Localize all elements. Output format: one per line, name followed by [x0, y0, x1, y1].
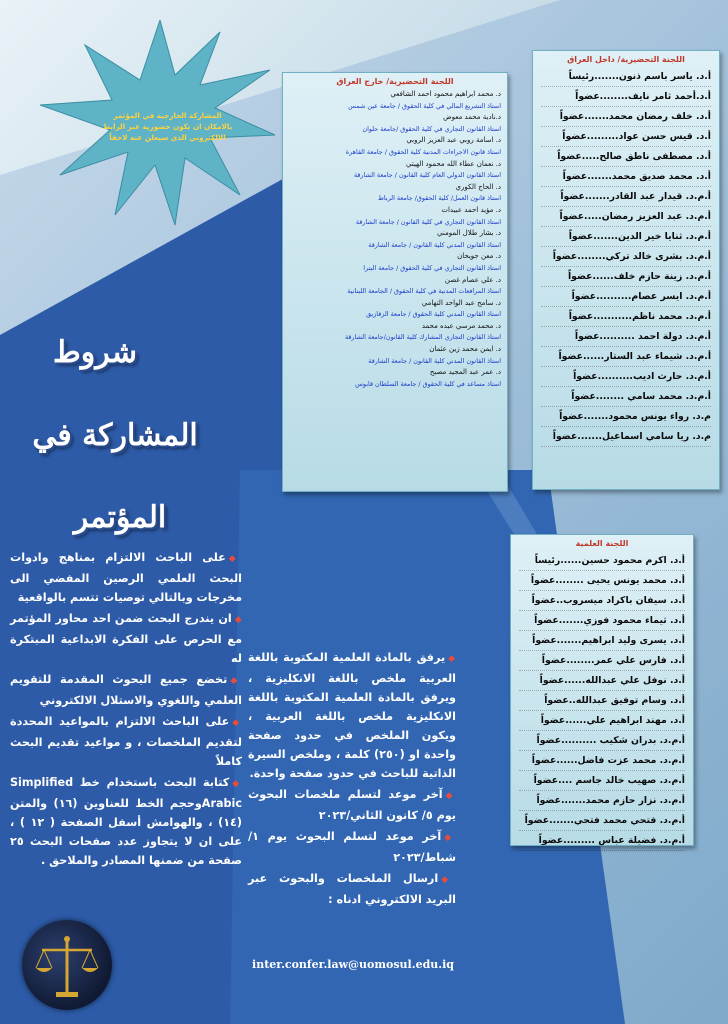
- list-item: أ.م.د. بدران شكيب ..........عضواً: [519, 731, 685, 751]
- bullet-icon: ◆: [228, 554, 242, 564]
- bullet-icon: ◆: [230, 676, 242, 686]
- member-name: د. علي عصام غصن: [444, 275, 501, 284]
- page-title-line-1: شروط: [53, 335, 137, 370]
- member-name: د. بشار طلال المومني: [437, 229, 501, 238]
- list-item: [289, 321, 501, 344]
- member-name: د. مؤيد احمد عبيدات: [441, 205, 501, 214]
- list-item: أ.د. محمد يونس يحيى ........عضواً: [519, 571, 685, 591]
- list-item: [289, 367, 501, 390]
- conditions-list-2: [248, 648, 456, 911]
- bullet-icon: ◆: [448, 654, 457, 664]
- bullet-icon: ◆: [232, 718, 242, 728]
- star-caption: المشاركة الخارجية في المؤتمر بالامكان ان تكون حضورية عبر الرابط الالكتروني الذي سيعلن عنه لاحقاً: [102, 111, 233, 142]
- list-item: أ.م.د. فتحي محمد فتحي.......عضواً: [519, 811, 685, 831]
- scientific-committee-card: [510, 534, 694, 846]
- condition-item: ◆تخضع جميع البحوث المقدمة للتقويم العلمي واللغوي والاستلال الالكتروني: [10, 673, 242, 707]
- list-item: م.د. رواء يونس محمود.......عضواً: [541, 407, 711, 427]
- external-committee-card: [282, 72, 508, 492]
- list-item: أ.م.د. صهيب خالد جاسم ....عضواً: [519, 771, 685, 791]
- page-title-line-2: المشاركة في: [32, 418, 198, 453]
- list-item: أ.م.د. محمد سامي ........عضواً: [541, 387, 711, 407]
- condition-item: ◆ان يندرج البحث ضمن احد محاور المؤتمر مع الحرص على الفكرة الابداعية المبتكرة له: [10, 612, 243, 665]
- bullet-icon: ◆: [445, 791, 457, 801]
- list-item: [289, 182, 501, 205]
- list-item: أ.د. ثيماء محمود فوزي.......عضواً: [519, 611, 685, 631]
- member-name: د. سامح عبد الواحد التهامي: [421, 298, 501, 307]
- member-affiliation: استاذ القانون التجاري في كلية القانون / جامعة الشارقة: [355, 217, 501, 226]
- member-name: د. محمد مرسي عبده محمد: [421, 321, 501, 330]
- list-item: أ.م.د. ثنايا خير الدين.......عضواً: [541, 227, 711, 247]
- scientific-committee-title: اللجنة العلمية: [575, 539, 629, 548]
- member-affiliation: استاذ قانون العمل/ كلية الحقوق/ جامعة الرباط: [377, 194, 501, 203]
- list-item: أ.م.د. حارث اديب..........عضواً: [541, 367, 711, 387]
- list-item: أ.د. يسرى وليد ابراهيم.......عضواً: [519, 631, 685, 651]
- member-affiliation: استاذ القانون التجاري في كلية الحقوق / جامعة البترا: [363, 263, 501, 272]
- list-item: [289, 275, 501, 298]
- member-affiliation: استاذ قانون الاجراءات المدنية كلية الحقوق / جامعة القاهرة: [345, 147, 501, 156]
- condition-item: ◆كتابة البحث باستخدام خط Simplified Arabicوحجم الخط للعناوين (١٦) والمتن (١٤) ، والهوامش أسفل الصفحة ( ١٢ ) ، على ان لا يتجاوز عدد صفحات البحث ٢٥ صفحة من ضمنها المصادر والملاحق .: [10, 776, 243, 867]
- list-item: أ.د. نوفل علي عبدالله......عضواً: [519, 671, 685, 691]
- list-item: أ.د. ياسر باسم ذنون.......رئيساً: [541, 67, 711, 87]
- list-item: أ.د. مهند ابراهيم علي......عضواً: [519, 711, 685, 731]
- list-item: أ.د. سيفان باكراد ميسروب..عضواً: [519, 591, 685, 611]
- condition-item: ◆ارسال الملخصات والبحوث عبر البريد الالكتروني ادناه :: [248, 872, 457, 906]
- list-item: أ.د. اكرم محمود حسين......رئيساً: [519, 551, 685, 571]
- internal-committee-title: اللجنة التحضيرية/ داخل العراق: [567, 55, 685, 64]
- scales-of-justice-logo: [22, 920, 112, 1010]
- member-affiliation: استاذ المرافعات المدنية في كلية الحقوق / الجامعة اللبنانية: [347, 287, 501, 296]
- member-name: د.نادية محمد معوض: [443, 113, 501, 122]
- list-item: أ.م.د. زينة حازم خلف......عضواً: [541, 267, 711, 287]
- list-item: أ.م.د. محمد ناظم...........عضواً: [541, 307, 711, 327]
- list-item: أ.د. وسام توفيق عبدالله..عضواً: [519, 691, 685, 711]
- member-name: د. نعمان عطاء الله محمود الهيتي: [405, 159, 501, 168]
- list-item: م.د. ريا سامي اسماعيل.......عضواً: [541, 427, 711, 447]
- member-affiliation: استاذ القانون الدولي العام كلية القانون / جامعة الشارقة: [353, 171, 501, 180]
- bullet-icon: ◆: [444, 833, 456, 843]
- list-item: أ.د. فارس علي عمر........عضواً: [519, 651, 685, 671]
- contact-email: inter.confer.law@uomosul.edu.iq: [252, 958, 454, 971]
- internal-committee-list: [533, 67, 719, 447]
- list-item: أ.د. خلف رمضان محمد.......عضواً: [541, 107, 711, 127]
- list-item: [289, 205, 501, 228]
- list-item: أ.م.د. دولة احمد ..........عضواً: [541, 327, 711, 347]
- bullet-icon: ◆: [441, 875, 457, 885]
- condition-item: ◆آخر موعد لتسلم البحوث يوم ١/شباط/٢٠٢٣: [248, 830, 456, 864]
- scales-icon: [22, 920, 112, 1010]
- member-affiliation: استاذ مساعد في كلية الحقوق / جامعة السلطان قابوس: [355, 379, 501, 388]
- list-item: [289, 344, 501, 367]
- member-affiliation: استاذ القانون التجاري المشارك كلية القانون/جامعة الشارقة: [344, 333, 501, 342]
- member-affiliation: استاذ القانون التجاري في كلية الحقوق /جامعة حلوان: [362, 124, 501, 133]
- list-item: أ.م.د. فضيلة عباس .........عضواً: [519, 831, 685, 851]
- list-item: [289, 298, 501, 321]
- member-name: د. عمر عبد المجيد مصبح: [429, 368, 501, 377]
- condition-item: ◆آخر موعد لتسلم ملخصات البحوث يوم ٥/ كانون الثاني/٢٠٢٣: [248, 788, 457, 822]
- external-committee-list: [283, 89, 507, 390]
- list-item: [289, 228, 501, 251]
- scientific-committee-list: [511, 551, 693, 851]
- list-item: أ.د. مصطفى ناطق صالح.....عضواً: [541, 147, 711, 167]
- list-item: [289, 89, 501, 112]
- member-affiliation: استاذ القانون المدني كلية القانون / جامعة الشارقة: [368, 356, 501, 365]
- list-item: أ.د.أحمد ثامر نايف........عضواً: [541, 87, 711, 107]
- bullet-icon: ◆: [234, 615, 243, 625]
- condition-item: ◆يرفق بالمادة العلمية المكتوبة باللغة العربية ملخص باللغة الانكليزية ، ويرفق بالمادة العلمية المكتوبة باللغة الانكليزية ملخص باللغة العربية ، ويكون الملخص في حدود صفحة واحدة او (٢٥٠) كلمة ، وملخص السيرة الذاتية للباحث في حدود صفحة واحدة.: [248, 651, 457, 780]
- member-affiliation: استاذ التشريع المالي في كلية الحقوق / جامعة عين شمس: [348, 101, 501, 110]
- conditions-list-1: [10, 548, 242, 872]
- member-name: د. معن جويحان: [457, 252, 501, 261]
- member-name: د. اسامة روبي عبد العزيز الروبي: [406, 136, 501, 145]
- page-title-line-3: المؤتمر: [73, 500, 167, 535]
- list-item: [289, 112, 501, 135]
- list-item: أ.م.د. نزار حازم محمد.......عضواً: [519, 791, 685, 811]
- bullet-icon: ◆: [232, 779, 243, 789]
- list-item: [289, 159, 501, 182]
- condition-item: ◆على الباحث الالتزام بالمواعيد المحددة لتقديم الملخصات ، و مواعيد تقديم البحث كاملاً: [10, 715, 242, 768]
- list-item: أ.د. قيس حسن عواد.........عضواً: [541, 127, 711, 147]
- list-item: [289, 251, 501, 274]
- member-name: د. الحاج الكوري: [455, 182, 501, 191]
- member-affiliation: استاذ القانون المدني كلية القانون / جامعة الشارقة: [368, 240, 501, 249]
- internal-committee-card: [532, 50, 720, 490]
- member-affiliation: استاذ القانون المدني كلية الحقوق / جامعة الزقازيق: [366, 310, 501, 319]
- external-committee-title: اللجنة التحضيرية/ خارج العراق: [336, 77, 454, 86]
- member-name: د. ايمن محمد زين عثمان: [429, 345, 501, 354]
- list-item: أ.م.د. ايسر عصام..........عضواً: [541, 287, 711, 307]
- list-item: أ.م.د. قيدار عبد القادر.......عضواً: [541, 187, 711, 207]
- list-item: [289, 135, 501, 158]
- list-item: أ.م.د. بشرى خالد تركي........عضواً: [541, 247, 711, 267]
- condition-item: ◆على الباحث الالتزام بمناهج وادوات البحث العلمي الرصين المفضي الى مخرجات وبالتالي توصيات تتسم بالواقعية: [10, 551, 242, 604]
- list-item: أ.م.د. عبد العزيز رمضان.....عضواً: [541, 207, 711, 227]
- list-item: أ.د. محمد صديق محمد.......عضواً: [541, 167, 711, 187]
- list-item: أ.م.د. محمد عزت فاضل......عضواً: [519, 751, 685, 771]
- list-item: أ.م.د. شيماء عبد الستار......عضواً: [541, 347, 711, 367]
- member-name: د. محمد ابراهيم محمود احمد الشافعي: [390, 90, 501, 98]
